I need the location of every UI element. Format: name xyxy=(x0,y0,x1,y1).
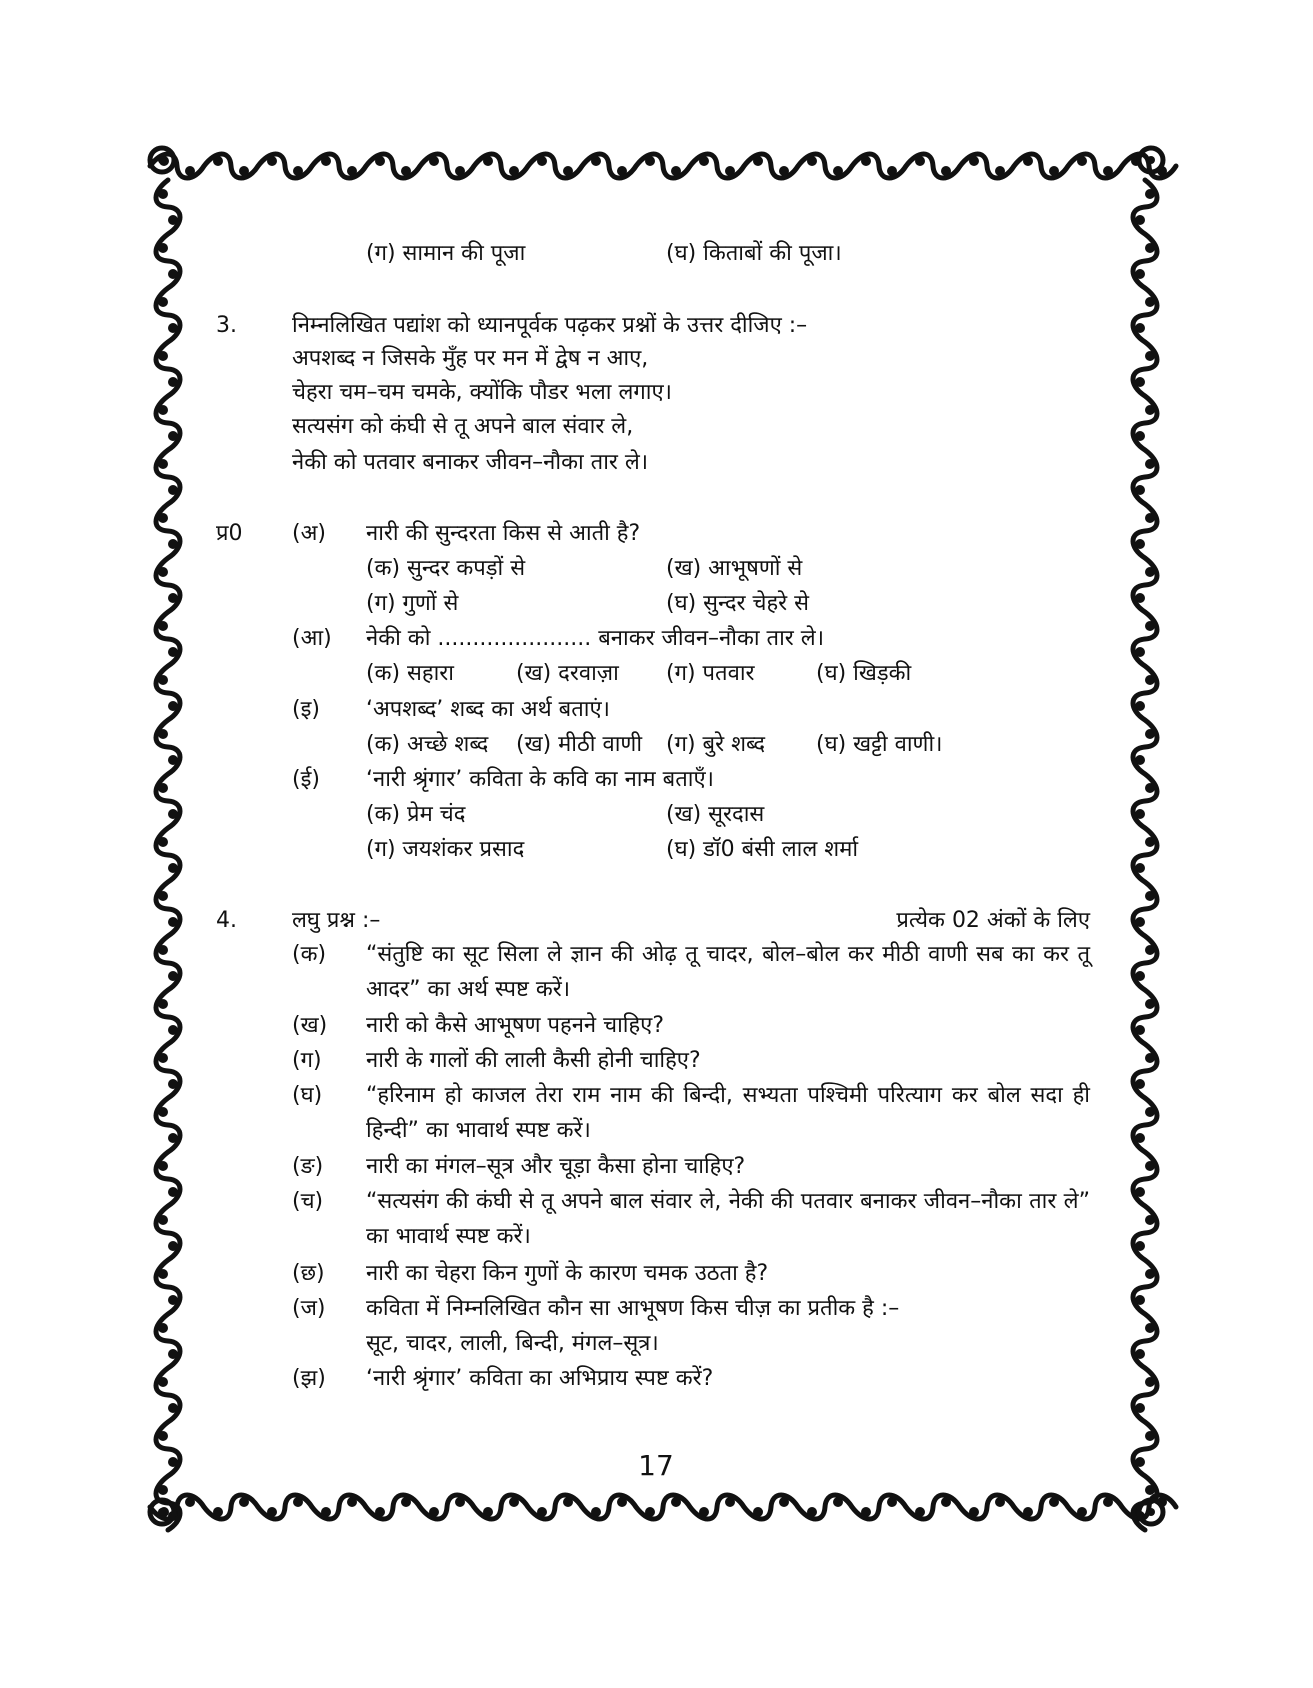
question-aa-option-ga: (ग) पतवार xyxy=(666,661,755,686)
question-a-option-ga: (ग) गुणों से xyxy=(366,591,459,616)
page-number: 17 xyxy=(638,1449,674,1482)
poem-line-3: सत्यसंग को कंघी से तू अपने बाल संवार ले, xyxy=(292,414,634,439)
question-ii-option-kha: (ख) सूरदास xyxy=(666,802,765,827)
question-i-option-ga: (ग) बुरे शब्द xyxy=(666,732,766,757)
q4-item-ka-text: “संतुष्टि का सूट सिला ले ज्ञान की ओढ़ तू चादर, बोल–बोल कर मीठी वाणी सब का कर तू आदर” का अर्थ स्पष्ट करें। xyxy=(366,942,1090,1002)
question-aa-option-ka: (क) सहारा xyxy=(366,661,455,686)
q4-item-kha-text: नारी को कैसे आभूषण पहनने चाहिए? xyxy=(366,1013,664,1038)
q4-item-ga-marker: (ग) xyxy=(292,1048,322,1073)
q4-title: लघु प्रश्न :– xyxy=(292,908,381,933)
poem-line-2: चेहरा चम–चम चमके, क्योंकि पौडर भला लगाए। xyxy=(292,380,672,405)
q4-number: 4. xyxy=(216,908,237,933)
q4-item-jha-text: ‘नारी श्रृंगार’ कविता का अभिप्राय स्पष्ट करें? xyxy=(366,1366,714,1391)
question-aa-option-gha: (घ) खिड़की xyxy=(816,661,912,686)
question-i-option-gha: (घ) खट्टी वाणी। xyxy=(816,732,943,757)
question-aa-marker: (आ) xyxy=(292,626,332,651)
question-i-text: ‘अपशब्द’ शब्द का अर्थ बताएं। xyxy=(366,697,610,722)
question-a-option-ka: (क) सुन्दर कपड़ों से xyxy=(366,556,526,581)
q4-item-cha-text: “सत्यसंग की कंघी से तू अपने बाल संवार ले, नेकी की पतवार बनाकर जीवन–नौका तार ले” का भावार्थ स्पष्ट करें। xyxy=(366,1189,1090,1249)
q4-marks: प्रत्येक 02 अंकों के लिए xyxy=(896,908,1090,933)
question-i-option-ka: (क) अच्छे शब्द xyxy=(366,732,489,757)
question-ii-option-gha: (घ) डॉ0 बंसी लाल शर्मा xyxy=(666,837,859,862)
question-a-marker: (अ) xyxy=(292,521,326,546)
poem-line-4: नेकी को पतवार बनाकर जीवन–नौका तार ले। xyxy=(292,450,649,475)
question-i-marker: (इ) xyxy=(292,697,320,722)
q4-item-ja-marker: (ज) xyxy=(292,1296,326,1321)
poem-line-1: अपशब्द न जिसके मुँह पर मन में द्वेष न आए, xyxy=(292,346,649,371)
top-option-ga: (ग) सामान की पूजा xyxy=(366,241,526,266)
prashna-label: प्र0 xyxy=(216,521,243,546)
q4-item-chha-marker: (छ) xyxy=(292,1261,325,1286)
q4-item-gha-text: “हरिनाम हो काजल तेरा राम नाम की बिन्दी, सभ्यता पश्चिमी परित्याग कर बोल सदा ही हिन्दी” का भावार्थ स्पष्ट करें। xyxy=(366,1083,1090,1143)
question-ii-marker: (ई) xyxy=(292,767,320,792)
top-option-gha: (घ) किताबों की पूजा। xyxy=(666,241,842,266)
q3-number: 3. xyxy=(216,313,237,338)
q4-item-chha-text: नारी का चेहरा किन गुणों के कारण चमक उठता है? xyxy=(366,1261,769,1286)
q4-item-ja-list: सूट, चादर, लाली, बिन्दी, मंगल–सूत्र। xyxy=(366,1331,659,1356)
question-aa-text: नेकी को ...................... बनाकर जीवन–नौका तार ले। xyxy=(366,626,825,651)
q4-item-ga-text: नारी के गालों की लाली कैसी होनी चाहिए? xyxy=(366,1048,701,1073)
q4-item-jha-marker: (झ) xyxy=(292,1366,326,1391)
question-a-text: नारी की सुन्दरता किस से आती है? xyxy=(366,521,641,546)
q4-item-ja-text: कविता में निम्नलिखित कौन सा आभूषण किस चीज़ का प्रतीक है :– xyxy=(366,1296,900,1321)
q4-item-cha-marker: (च) xyxy=(292,1189,324,1214)
q4-item-nga-marker: (ङ) xyxy=(292,1154,324,1179)
q4-item-kha-marker: (ख) xyxy=(292,1013,328,1038)
question-aa-option-kha: (ख) दरवाज़ा xyxy=(516,661,619,686)
q3-instruction: निम्नलिखित पद्यांश को ध्यानपूर्वक पढ़कर प्रश्नों के उत्तर दीजिए :– xyxy=(292,313,808,338)
question-i-option-kha: (ख) मीठी वाणी xyxy=(516,732,643,757)
q4-item-gha-marker: (घ) xyxy=(292,1083,323,1108)
question-ii-option-ka: (क) प्रेम चंद xyxy=(366,802,466,827)
question-a-option-kha: (ख) आभूषणों से xyxy=(666,556,803,581)
q4-item-nga-text: नारी का मंगल–सूत्र और चूड़ा कैसा होना चाहिए? xyxy=(366,1154,746,1179)
question-ii-text: ‘नारी श्रृंगार’ कविता के कवि का नाम बताएँ। xyxy=(366,767,714,792)
q4-item-ka-marker: (क) xyxy=(292,942,327,967)
question-ii-option-ga: (ग) जयशंकर प्रसाद xyxy=(366,837,525,862)
question-a-option-gha: (घ) सुन्दर चेहरे से xyxy=(666,591,810,616)
